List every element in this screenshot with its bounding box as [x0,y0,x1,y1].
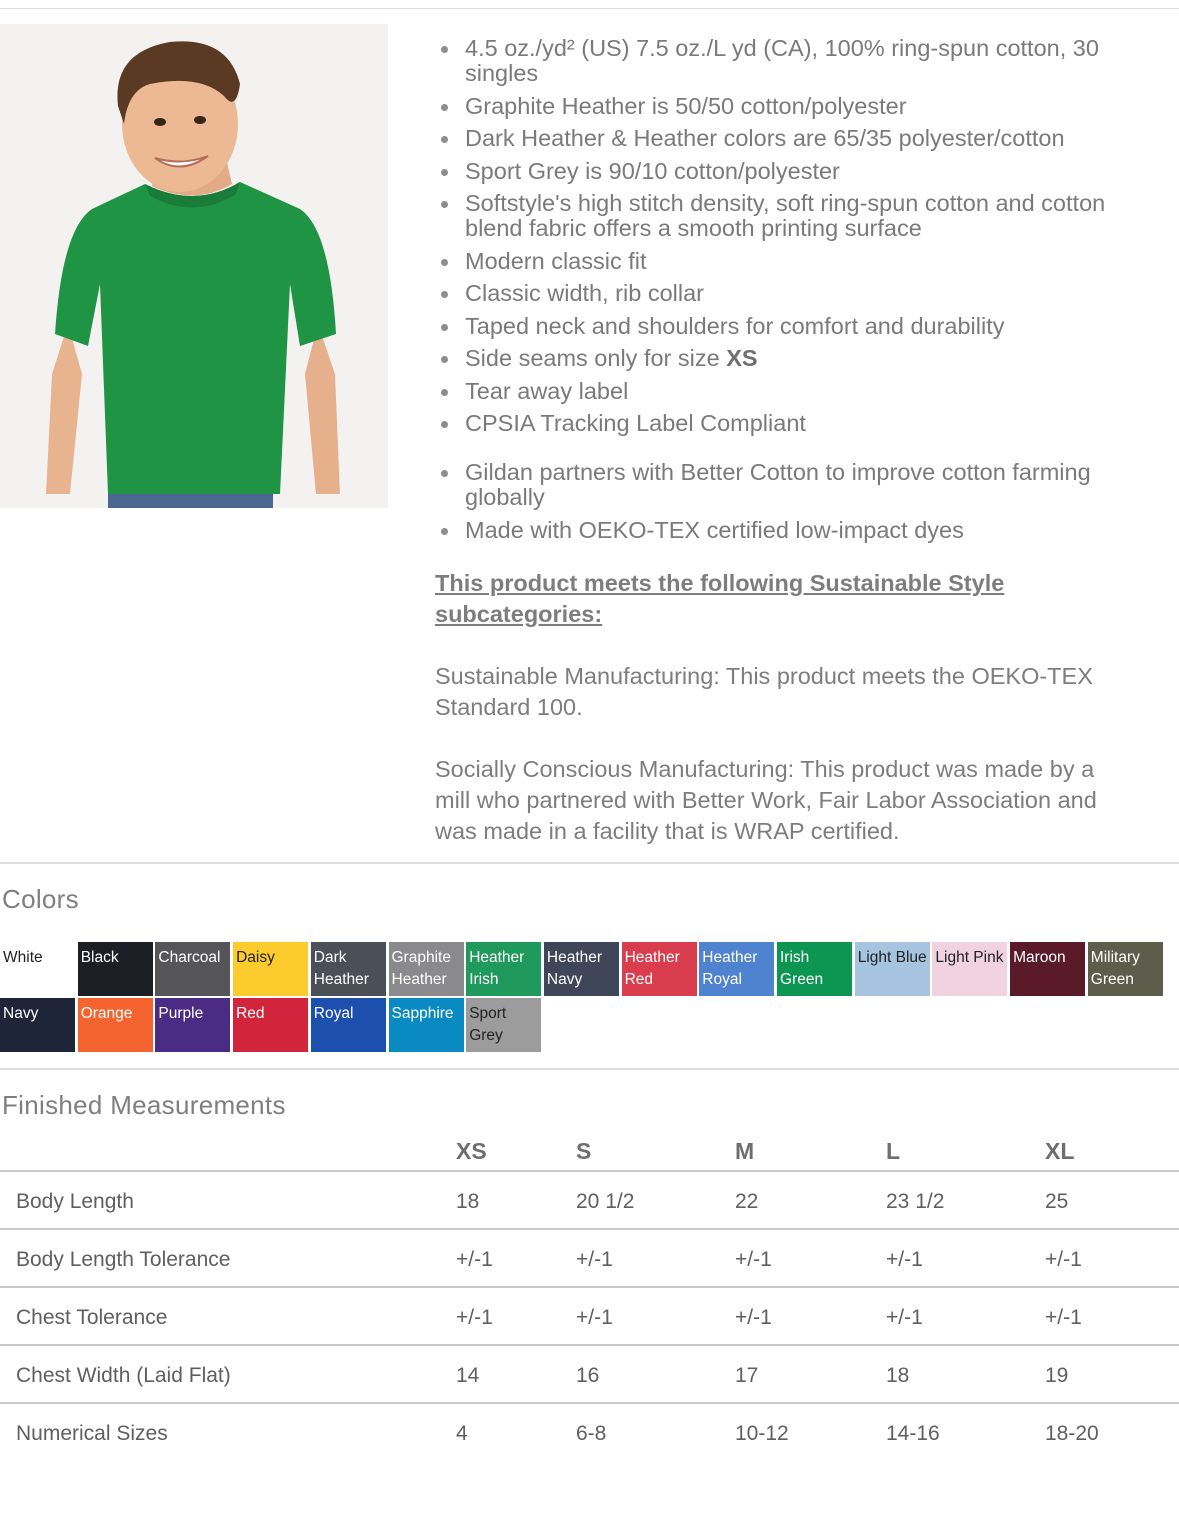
feature-text: Dark Heather & Heather colors are 65/35 polyester/cotton [465,125,1065,151]
color-swatch-label: Heather Irish [469,949,525,988]
feature-text: Gildan partners with Better Cotton to improve cotton farming globally [465,459,1091,510]
color-swatch-label: Purple [158,1005,204,1022]
measurement-value: 18-20 [1045,1422,1099,1445]
measurement-value: +/-1 [886,1306,923,1329]
color-swatch[interactable] [389,998,464,1052]
color-swatch[interactable] [311,998,386,1052]
feature-text: Sport Grey is 90/10 cotton/polyester [465,157,840,184]
measurement-value: 23 1/2 [886,1190,945,1213]
color-swatch[interactable] [466,998,541,1052]
color-swatch[interactable] [699,942,774,996]
feature-text: 4.5 oz./yd² (US) 7.5 oz./L yd (CA), 100% ring-spun cotton, 30 singles [465,35,1099,86]
measurement-label: Chest Tolerance [16,1306,168,1329]
feature-emphasis: XS [726,345,758,371]
color-swatch-label: Graphite Heather [391,949,451,988]
feature-item [430,460,1120,510]
table-row [0,1172,1179,1230]
product-photo [0,24,388,508]
color-swatch-label: Black [80,949,119,966]
measurement-value: 22 [735,1190,759,1213]
feature-text: Softstyle's high stitch density, soft ring-spun cotton and cotton blend fabric offers a smooth printing surface [465,190,1106,241]
feature-item [430,36,1120,86]
feature-text: Side seams only for size [465,345,727,371]
color-swatch[interactable] [233,942,308,996]
color-swatch-label: Royal [313,1005,354,1022]
feature-item [430,411,1120,436]
color-swatch-label: Light Pink [935,949,1004,966]
measurement-label: Numerical Sizes [16,1422,168,1445]
color-swatch-label: Sport Grey [469,1005,507,1044]
color-swatch[interactable] [78,998,153,1052]
color-swatch[interactable] [155,942,230,996]
color-swatch-label: Military Green [1090,949,1140,988]
color-swatch[interactable] [466,942,541,996]
color-swatch-label: Daisy [236,949,275,966]
measurement-value: +/-1 [886,1248,923,1271]
feature-text: Tear away label [465,377,629,404]
measurement-value: +/-1 [1045,1248,1082,1271]
measurement-value: 16 [576,1364,600,1387]
measurement-label: Body Length Tolerance [16,1248,231,1271]
top-divider [0,8,1179,9]
measurement-value: +/-1 [456,1248,493,1271]
measurement-value: 18 [886,1364,910,1387]
measurement-value: 14 [456,1364,480,1387]
feature-text: Modern classic fit [465,247,647,274]
measurement-value: 14-16 [886,1422,940,1445]
color-swatch-label: Heather Royal [702,949,758,988]
color-swatch-label: Irish Green [780,949,824,988]
measurement-value: +/-1 [576,1306,613,1329]
size-header: XL [1045,1138,1075,1164]
measurement-value: 25 [1045,1190,1069,1213]
measurement-label: Chest Width (Laid Flat) [16,1364,231,1387]
color-swatch-label: White [3,949,43,966]
size-header: XS [456,1138,487,1164]
color-swatch-label: Heather Red [624,949,680,988]
section-divider [0,862,1179,864]
table-row [0,1230,1179,1288]
feature-item [430,126,1120,151]
color-swatch[interactable] [1010,942,1085,996]
feature-item [430,346,1120,371]
color-swatch-label: Orange [80,1005,133,1022]
measurement-value: 4 [456,1422,468,1445]
feature-text: Made with OEKO-TEX certified low-impact dyes [465,516,964,543]
color-swatch-label: Light Blue [857,949,927,966]
color-swatch-label: Heather Navy [546,949,603,988]
measurement-value: +/-1 [456,1306,493,1329]
color-swatch-label: Maroon [1013,949,1066,966]
measurement-value: +/-1 [735,1248,772,1271]
size-header-row [0,1136,1179,1172]
feature-item [430,249,1120,274]
feature-item [430,518,1120,543]
feature-text: Taped neck and shoulders for comfort and durability [465,312,1005,339]
measurement-value: 10-12 [735,1422,789,1445]
table-row [0,1404,1179,1460]
color-swatch-label: Sapphire [391,1005,454,1022]
measurements-title: Finished Measurements [2,1090,286,1120]
color-swatch[interactable] [1088,942,1163,996]
feature-item [430,314,1120,339]
feature-list [430,36,1120,550]
color-swatch-label: Red [236,1005,265,1022]
sustainable-manufacturing-text: Sustainable Manufacturing: This product meets the OEKO-TEX Standard 100. [435,663,1093,720]
colors-title: Colors [2,884,79,914]
table-row [0,1346,1179,1404]
feature-text: Graphite Heather is 50/50 cotton/polyester [465,92,907,119]
color-swatch[interactable] [155,998,230,1052]
color-swatch[interactable] [389,942,464,996]
color-swatch[interactable] [311,942,386,996]
measurement-value: +/-1 [735,1306,772,1329]
measurement-value: 19 [1045,1364,1069,1387]
section-divider [0,1068,1179,1070]
measurement-value: 18 [456,1190,480,1213]
feature-text: CPSIA Tracking Label Compliant [465,410,806,436]
size-header: M [735,1138,755,1164]
color-swatch-label: Dark Heather [313,949,369,988]
measurement-value: +/-1 [1045,1306,1082,1329]
color-swatch[interactable] [622,942,697,996]
color-swatch[interactable] [932,942,1007,996]
feature-item [430,159,1120,184]
socially-conscious-text: Socially Conscious Manufacturing: This product was made by a mill who partnered with Better Work, Fair Labor Association and was made in a facility that is WRAP certified. [435,756,1097,844]
sustainable-style-heading: This product meets the following Sustainable Style subcategories: [435,570,1005,627]
feature-item [430,379,1120,404]
color-swatch[interactable] [78,942,153,996]
color-swatch[interactable] [0,942,75,996]
feature-group-2 [430,460,1120,543]
size-header: L [886,1138,901,1164]
color-swatch[interactable] [855,942,930,996]
color-swatch-label: Charcoal [158,949,221,966]
measurement-label: Body Length [16,1190,134,1213]
color-swatch[interactable] [777,942,852,996]
feature-item [430,191,1120,241]
feature-item [430,94,1120,119]
size-header: S [576,1138,592,1164]
color-swatch[interactable] [233,998,308,1052]
measurement-value: 6-8 [576,1422,607,1445]
measurement-value: 20 1/2 [576,1190,635,1213]
feature-text: Classic width, rib collar [465,280,704,306]
measurement-value: 17 [735,1364,759,1387]
measurement-value: +/-1 [576,1248,613,1271]
table-row [0,1288,1179,1346]
color-swatch-label: Navy [3,1005,39,1022]
color-swatch[interactable] [0,998,75,1052]
color-swatch[interactable] [544,942,619,996]
feature-item [430,281,1120,306]
measurements-table [0,1136,1179,1460]
feature-group-1 [430,36,1120,436]
